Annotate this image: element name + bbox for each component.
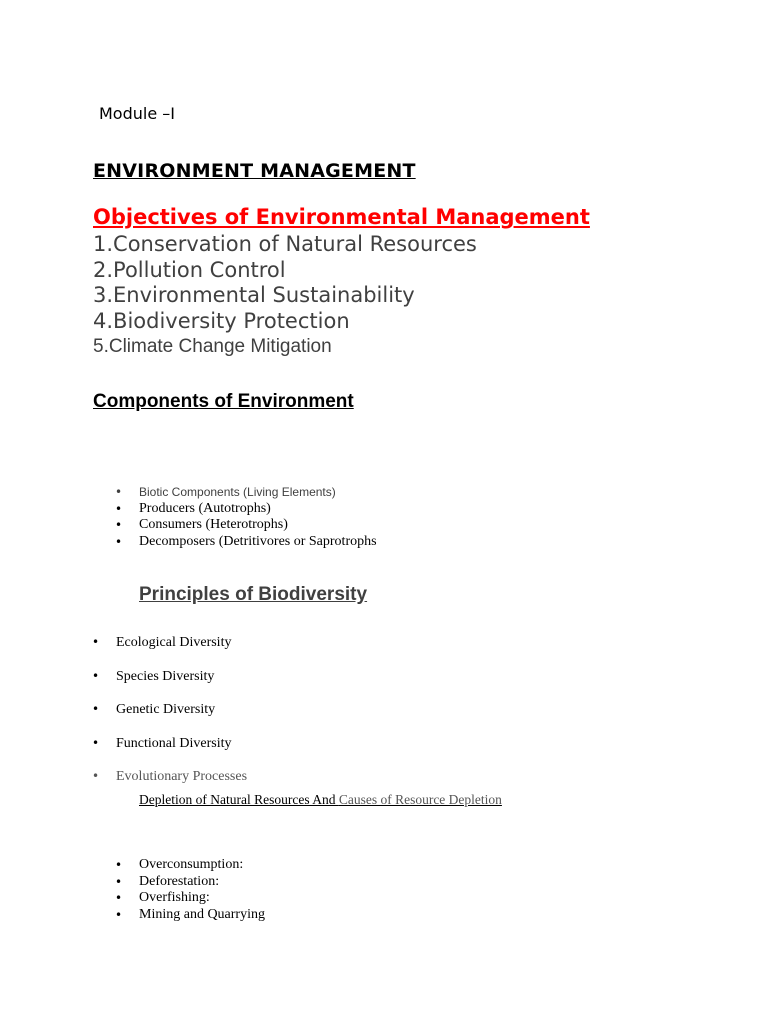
list-item: • Deforestation: bbox=[139, 874, 265, 891]
objectives-list bbox=[93, 232, 477, 360]
list-item: • Evolutionary Processes bbox=[116, 760, 247, 794]
module-label: Module –I bbox=[99, 104, 175, 123]
objective-item: 2.Pollution Control bbox=[93, 257, 286, 282]
list-item: • Functional Diversity bbox=[116, 727, 247, 761]
list-item: • Biotic Components (Living Elements) bbox=[139, 484, 377, 501]
components-heading: Components of Environment bbox=[93, 391, 354, 412]
depletion-causes-list bbox=[139, 857, 265, 924]
objectives-heading: Objectives of Environmental Management bbox=[93, 205, 590, 229]
list-item: • Ecological Diversity bbox=[116, 626, 247, 660]
page-title: ENVIRONMENT MANAGEMENT bbox=[93, 160, 416, 182]
list-item: • Overfishing: bbox=[139, 890, 265, 907]
depletion-heading-part1: Depletion of Natural Resources And bbox=[139, 792, 339, 807]
list-item: • Species Diversity bbox=[116, 660, 247, 694]
objective-item: 3.Environmental Sustainability bbox=[93, 283, 415, 307]
objective-item: 4.Biodiversity Protection bbox=[93, 308, 350, 333]
components-list bbox=[139, 484, 377, 550]
list-item: • Overconsumption: bbox=[139, 857, 265, 874]
objective-item: 1.Conservation of Natural Resources bbox=[93, 232, 477, 256]
list-item: • Producers (Autotrophs) bbox=[139, 501, 377, 518]
list-item: • Mining and Quarrying bbox=[139, 907, 265, 924]
depletion-heading-part2: Causes of Resource Depletion bbox=[338, 792, 502, 807]
biodiversity-heading: Principles of Biodiversity bbox=[139, 584, 368, 605]
list-item: • Genetic Diversity bbox=[116, 693, 247, 727]
list-item: • Decomposers (Detritivores or Saprotrophs bbox=[139, 534, 377, 551]
biodiversity-list bbox=[116, 626, 247, 794]
objective-item: 5.Climate Change Mitigation bbox=[93, 336, 332, 357]
depletion-heading bbox=[139, 792, 502, 808]
list-item: • Consumers (Heterotrophs) bbox=[139, 517, 377, 534]
